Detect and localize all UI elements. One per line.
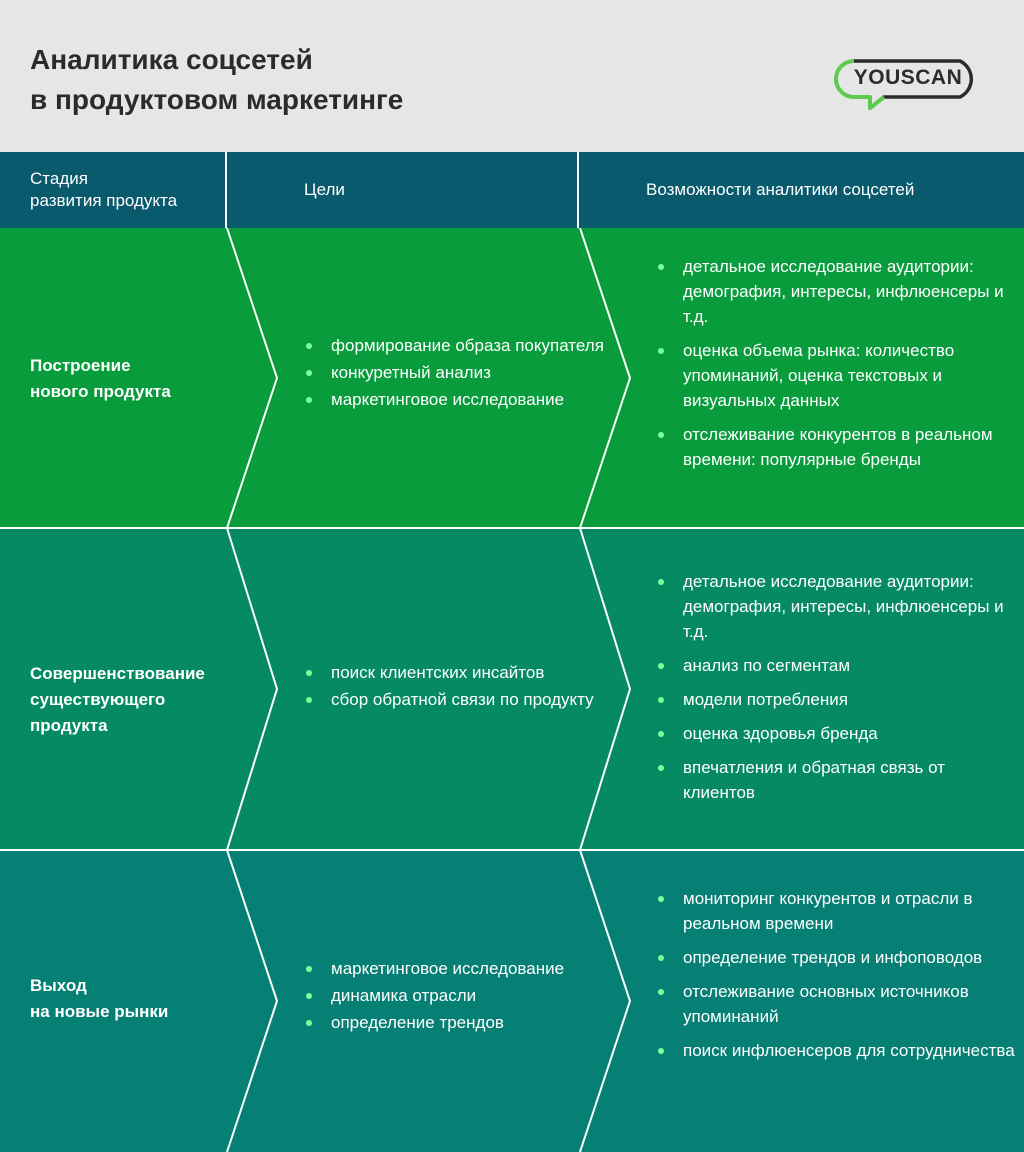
- feature-item: модели потребления: [656, 687, 1016, 712]
- feature-item: детальное исследование аудитории: демография, интересы, инфлюенсеры и т.д.: [656, 569, 1016, 644]
- feature-item: определение трендов и инфоповодов: [656, 945, 1016, 970]
- chevron-arrow: [227, 850, 277, 1152]
- feature-item: впечатления и обратная связь от клиентов: [656, 755, 1016, 805]
- feature-item: детальное исследование аудитории: демография, интересы, инфлюенсеры и т.д.: [656, 254, 1016, 329]
- title-line-2: в продуктовом маркетинге: [30, 84, 404, 115]
- table-header: [0, 152, 1024, 228]
- column-divider: [225, 152, 227, 228]
- column-header-features: Возможности аналитики соцсетей: [646, 180, 915, 199]
- chevron-arrow: [227, 528, 277, 850]
- goal-item: определение трендов: [304, 1009, 614, 1036]
- stage-label-line: на новые рынки: [30, 1002, 169, 1021]
- goals-list-new-markets: [304, 955, 614, 1036]
- stage-label-line: Выход: [30, 976, 87, 995]
- title-line-1: Аналитика соцсетей: [30, 44, 313, 75]
- feature-item: оценка объема рынка: количество упоминаний, оценка текстовых и визуальных данных: [656, 338, 1016, 413]
- feature-item: мониторинг конкурентов и отрасли в реальном времени: [656, 886, 1016, 936]
- goal-item: динамика отрасли: [304, 982, 614, 1009]
- goal-item: конкуретный анализ: [304, 359, 614, 386]
- column-divider: [577, 152, 579, 228]
- feature-item: отслеживание основных источников упоминаний: [656, 979, 1016, 1029]
- features-list-improve-product: [656, 569, 1016, 814]
- stage-label-line: нового продукта: [30, 382, 171, 401]
- youscan-logo: [832, 56, 982, 112]
- stage-label-line: существующего: [30, 690, 166, 709]
- feature-item: анализ по сегментам: [656, 653, 1016, 678]
- logo-text: YOUSCAN: [853, 66, 963, 89]
- column-header-stage: [30, 152, 220, 228]
- column-header-goals: Цели: [304, 180, 345, 199]
- goal-item: маркетинговое исследование: [304, 955, 614, 982]
- stage-label-line: Построение: [30, 356, 131, 375]
- column-header-stage-line-2: развития продукта: [30, 191, 178, 210]
- goals-list-improve-product: [304, 659, 614, 713]
- features-list-new-product: [656, 254, 1016, 481]
- goals-list-new-product: [304, 332, 614, 413]
- goal-item: сбор обратной связи по продукту: [304, 686, 614, 713]
- stage-new-markets: [30, 973, 230, 1025]
- stage-label-line: Совершенствование: [30, 664, 205, 683]
- feature-item: оценка здоровья бренда: [656, 721, 1016, 746]
- goal-item: формирование образа покупателя: [304, 332, 614, 359]
- page-title: [30, 40, 403, 120]
- page-header: [0, 0, 1024, 152]
- column-header-stage-line-1: Стадия: [30, 169, 88, 188]
- stage-new-product: [30, 353, 230, 405]
- stage-improve-product: [30, 661, 230, 739]
- feature-item: отслеживание конкурентов в реальном времени: популярные бренды: [656, 422, 1016, 472]
- goal-item: маркетинговое исследование: [304, 386, 614, 413]
- goal-item: поиск клиентских инсайтов: [304, 659, 614, 686]
- features-list-new-markets: [656, 886, 1016, 1072]
- feature-item: поиск инфлюенсеров для сотрудничества: [656, 1038, 1016, 1063]
- stage-label-line: продукта: [30, 716, 108, 735]
- chevron-arrow: [227, 228, 277, 528]
